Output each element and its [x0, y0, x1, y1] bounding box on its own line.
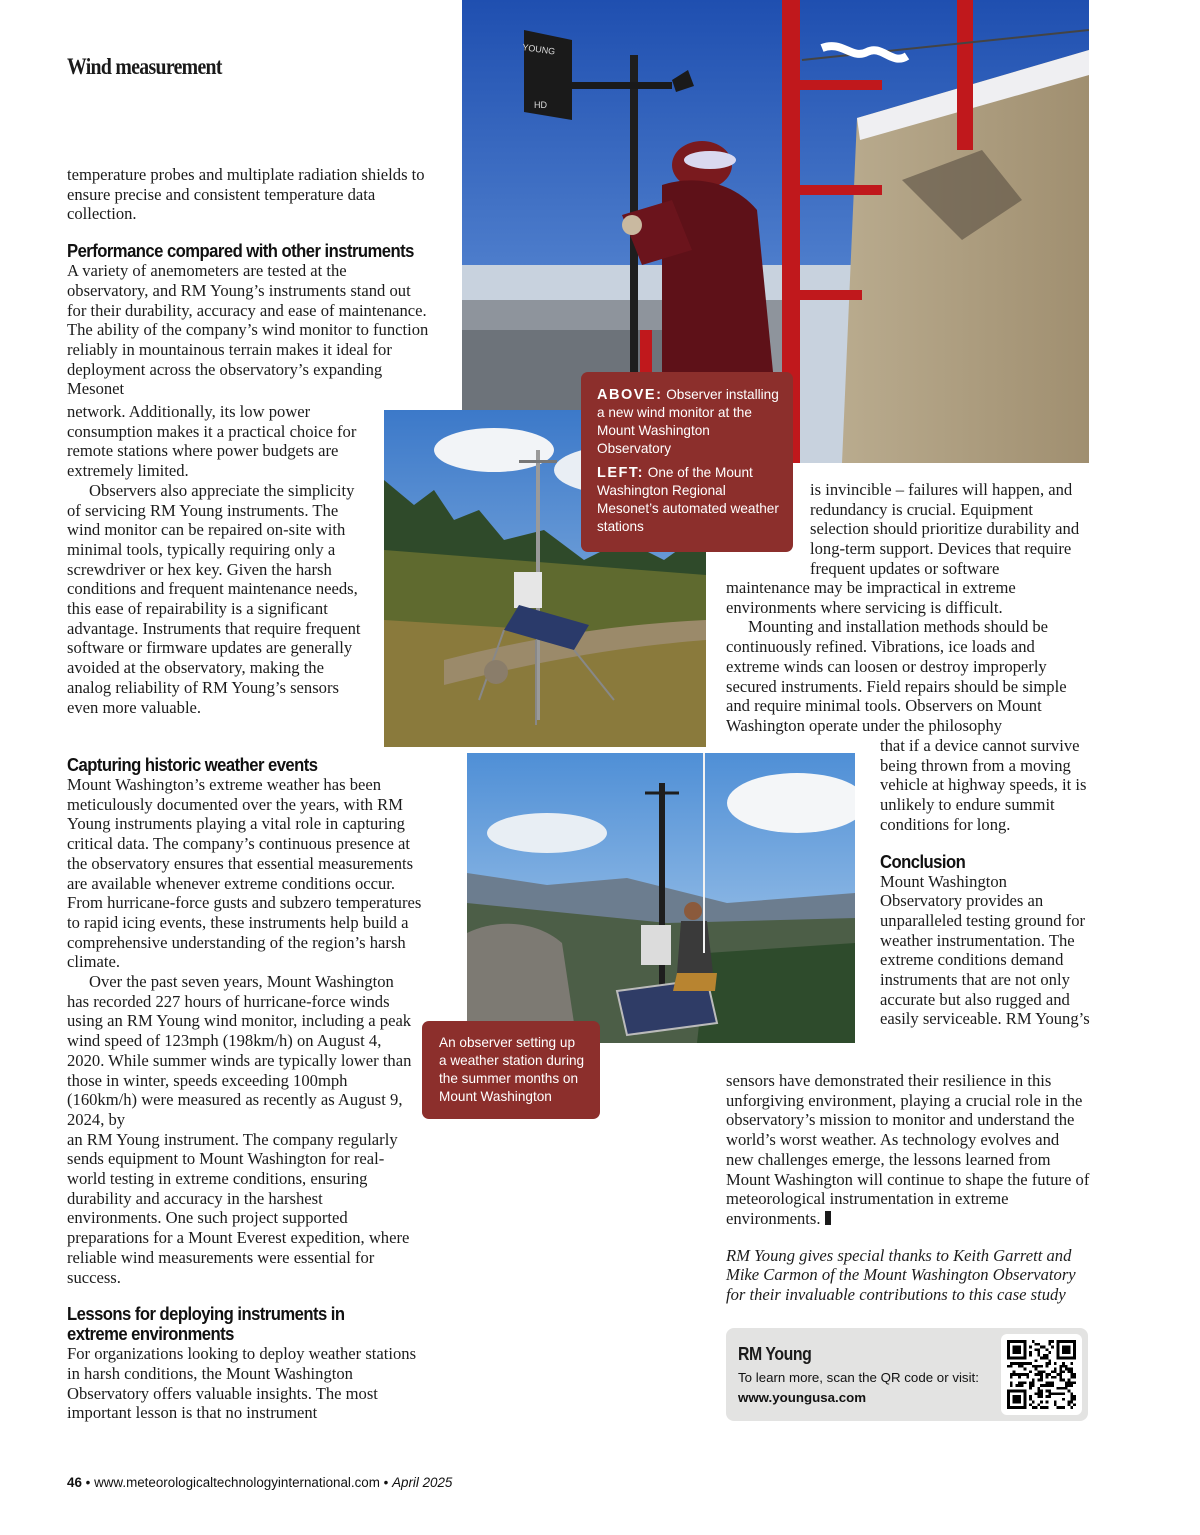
caption-left — [597, 464, 779, 536]
performance-paragraph-1a: A variety of anemometers are tested at the observatory, and RM Young’s instruments stand out for their durability, accuracy and ease of maintenance. The ability of the company’s wind monitor to function reliably in mountainous terrain makes it ideal for deployment across the observatory’s expanding Mesonet — [67, 261, 429, 399]
conclusion-text: sensors have demonstrated their resilience in this unforgiving environment, playing a crucial role in the observatory’s mission to monitor and understand the world’s worst weather. As technology evolves and new challenges emerge, the lessons learned from Mount Washington will continue to shape the future of meteorological instrumentation in extreme environments. — [726, 1071, 1090, 1228]
footer-separator-2: • — [383, 1475, 389, 1490]
page-footer — [67, 1475, 452, 1490]
section-label: Wind measurement — [67, 54, 222, 79]
info-box-url[interactable]: www.youngusa.com — [738, 1390, 867, 1405]
caption-summer-text: An observer setting up a weather station during the summer months on Mount Washington — [439, 1035, 585, 1104]
caption-above-head: ABOVE: — [597, 387, 663, 403]
right-paragraph-b: maintenance may be impractical in extreme environments where servicing is difficult. — [726, 578, 1016, 617]
right-paragraph-e: Mount Washington Observatory provides an unparalleled testing ground for weather instrumentation. The extreme conditions demand instruments that are not only accurate but also rugged and easily serviceable. RM Young’s — [880, 871, 1090, 1029]
thanks-note: RM Young gives special thanks to Keith Garrett and Mike Carmon of the Mount Washington Observatory for their invaluable contributions to this case study — [726, 1245, 1076, 1305]
caption-summer — [422, 1021, 600, 1119]
right-column-lower — [726, 1071, 1090, 1305]
right-column-mid — [726, 578, 1090, 736]
caption-left-head: LEFT: — [597, 465, 644, 481]
vane-tail-text: HD — [534, 100, 547, 110]
info-box-title: RM Young — [738, 1344, 812, 1364]
performance-paragraph-2: Observers also appreciate the simplicity of servicing RM Young instruments. The wind monitor can be repaired on-site with minimal tools, typically requiring only a screwdriver or hex key. Given the harsh conditions and frequent maintenance needs, this ease of repairability is a significant advantage. Instruments that require frequent software or firmware updates are generally avoided at the observatory, making the analog reliability of RM Young’s sensors even more valuable. — [67, 480, 361, 717]
caption-left-text: One of the Mount Washington Regional Mesonet’s automated weather stations — [597, 465, 779, 534]
lessons-paragraph-1: For organizations looking to deploy weather stations in harsh conditions, the Mount Washington Observatory offers valuable insights. The most important lesson is that no instrument — [67, 1344, 417, 1423]
qr-code[interactable] — [1001, 1334, 1082, 1415]
end-mark — [825, 1211, 831, 1225]
info-box-line: To learn more, scan the QR code or visit: — [738, 1370, 979, 1385]
photo-summer-station — [467, 753, 855, 1043]
left-column-narrow — [67, 402, 367, 717]
heading-capturing: Capturing historic weather events — [67, 754, 318, 775]
page-number: 46 — [67, 1475, 82, 1490]
caption-above — [597, 386, 779, 458]
right-column-top — [810, 480, 1092, 579]
qr-code-icon — [1007, 1340, 1076, 1409]
right-paragraph-d: that if a device cannot survive being thrown from a moving vehicle at highway speeds, it is unlikely to endure summit conditions for long. — [880, 736, 1087, 834]
right-paragraph-a: is invincible – failures will happen, and redundancy is crucial. Equipment selection should prioritize durability and long-term support. Devices that require frequent updates or software — [810, 480, 1080, 578]
footer-site[interactable]: www.meteorologicaltechnologyinternational.com — [94, 1475, 380, 1490]
caption-above-text: Observer installing a new wind monitor at the Mount Washington Observatory — [597, 387, 779, 456]
footer-date: April 2025 — [392, 1475, 453, 1490]
heading-lessons-line2: extreme environments — [67, 1323, 234, 1345]
performance-paragraph-1b: network. Additionally, its low power consumption makes it a practical choice for remote stations where power budgets are extremely limited. — [67, 402, 357, 481]
right-paragraph-c: Mounting and installation methods should be continuously refined. Vibrations, ice loads and extreme winds can loosen or destroy improperly secured instruments. Field repairs should be simple and require minimal tools. Observers on Mount Washington operate under the philosophy — [726, 617, 1067, 735]
right-column-narrow — [880, 736, 1092, 1029]
intro-paragraph: temperature probes and multiplate radiation shields to ensure precise and consistent temperature data collection. — [67, 165, 425, 224]
left-column — [67, 165, 429, 399]
info-box-text — [738, 1368, 979, 1408]
heading-lessons-line1: Lessons for deploying instruments in — [67, 1303, 345, 1325]
vane-brand-text: YOUNG — [521, 42, 556, 57]
heading-conclusion: Conclusion — [880, 850, 966, 872]
right-paragraph-f — [726, 1071, 1090, 1229]
capturing-paragraph-2a: Over the past seven years, Mount Washington has recorded 227 hours of hurricane-force winds using an RM Young wind monitor, including a peak wind speed of 123mph (198km/h) on August 4, 2020. While summer winds are typically lower than those in winter, speeds exceeding 100mph (160km/h) were measured as recently as August 9, 2024, by — [67, 972, 412, 1129]
left-column-lower — [67, 755, 431, 1423]
footer-separator-1: • — [85, 1475, 91, 1490]
info-box — [726, 1328, 1088, 1421]
capturing-paragraph-1: Mount Washington’s extreme weather has been meticulously documented over the years, with RM Young instruments playing a vital role in capturing critical data. The company’s continuous presence at the observatory ensures that essential measurements are available whenever extreme conditions occur. From hurricane-force gusts and subzero temperatures to rapid icing events, these instruments help build a comprehensive understanding of the region’s harsh climate. — [67, 775, 422, 972]
caption-above-left — [581, 372, 793, 552]
capturing-paragraph-2b: an RM Young instrument. The company regularly sends equipment to Mount Washington for real-world testing in extreme conditions, ensuring durability and accuracy in the harshest environments. One such project supported preparations for a Mount Everest expedition, where reliable wind measurements were essential for success. — [67, 1129, 410, 1287]
heading-performance: Performance compared with other instruments — [67, 240, 414, 262]
photo-summer-station-image — [467, 753, 855, 1043]
